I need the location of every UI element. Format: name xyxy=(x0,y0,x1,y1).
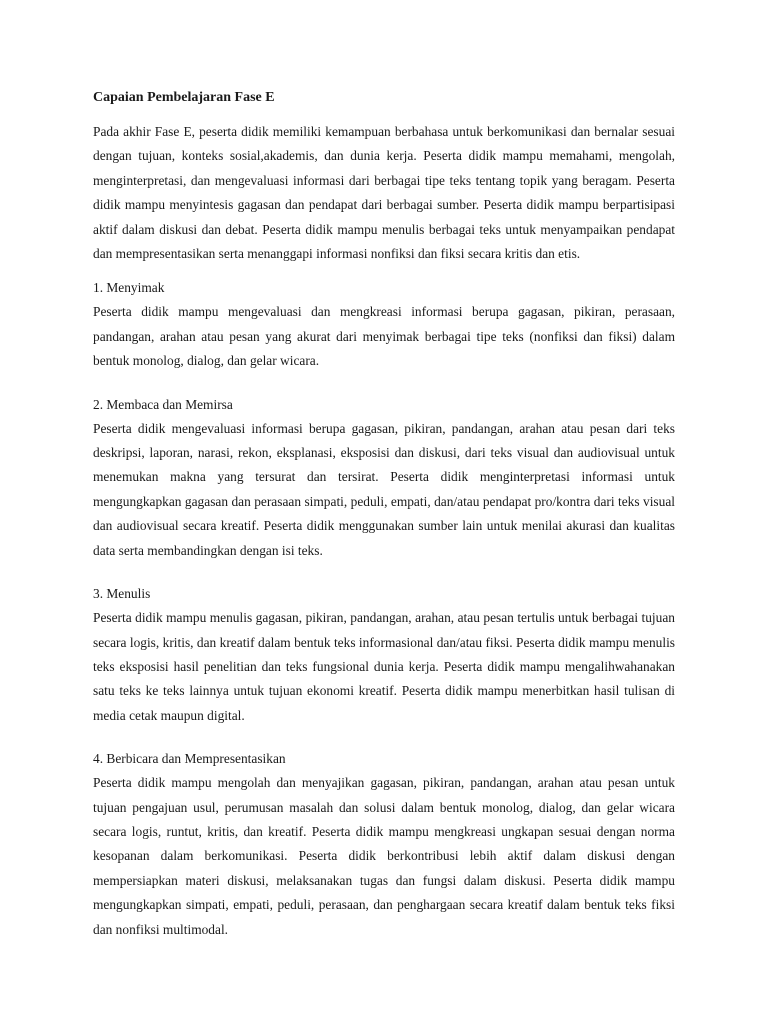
section-heading: 3. Menulis xyxy=(93,586,151,602)
section-membaca-dan-memirsa xyxy=(93,395,675,563)
section-berbicara-dan-mempresentasikan xyxy=(93,749,675,942)
intro-paragraph: Pada akhir Fase E, peserta didik memiliki kemampuan berbahasa untuk berkomunikasi dan bernalar sesuai dengan tujuan, konteks sosial,akademis, dan dunia kerja. Peserta didik mampu memahami, mengolah, menginterpretasi, dan mengevaluasi informasi dari berbagai tipe teks tentang topik yang beragam. Peserta didik mampu menyintesis gagasan dan pendapat dari berbagai sumber. Peserta didik mampu berpartisipasi aktif dalam diskusi dan debat. Peserta didik mampu menulis berbagai teks untuk menyampaikan pendapat dan mempresentasikan serta menanggapi informasi nonfiksi dan fiksi secara kritis dan etis. xyxy=(93,124,675,262)
section-heading: 1. Menyimak xyxy=(93,280,165,296)
section-paragraph: Peserta didik mengevaluasi informasi berupa gagasan, pikiran, pandangan, arahan atau pesan dari teks deskripsi, laporan, narasi, rekon, eksplanasi, eksposisi dan diskusi, dari teks visual dan audiovisual untuk menemukan makna yang tersurat dan tersirat. Peserta didik menginterpretasi informasi untuk mengungkapkan gagasan dan perasaan simpati, peduli, empati, dan/atau pendapat pro/kontra dari teks visual dan audiovisual secara kreatif. Peserta didik menggunakan sumber lain untuk menilai akurasi dan kualitas data serta membandingkan dengan isi teks. xyxy=(93,420,675,558)
section-paragraph: Peserta didik mampu mengevaluasi dan mengkreasi informasi berupa gagasan, pikiran, perasaan, pandangan, arahan atau pesan yang akurat dari menyimak berbagai tipe teks (nonfiksi dan fiksi) dalam bentuk monolog, dialog, dan gelar wicara. xyxy=(93,304,675,369)
section-paragraph: Peserta didik mampu mengolah dan menyajikan gagasan, pikiran, pandangan, arahan atau pesan untuk tujuan pengajuan usul, perumusan masalah dan solusi dalam bentuk monolog, dialog, dan gelar wicara secara logis, runtut, kritis, dan kreatif. Peserta didik mampu mengkreasi ungkapan sesuai dengan norma kesopanan dalam berkomunikasi. Peserta didik berkontribusi lebih aktif dalam diskusi dengan mempersiapkan materi diskusi, melaksanakan tugas dan fungsi dalam diskusi. Peserta didik mampu mengungkapkan simpati, empati, peduli, perasaan, dan penghargaan secara kreatif dalam bentuk teks fiksi dan nonfiksi multimodal. xyxy=(93,775,675,937)
section-paragraph: Peserta didik mampu menulis gagasan, pikiran, pandangan, arahan, atau pesan tertulis untuk berbagai tujuan secara logis, kritis, dan kreatif dalam bentuk teks informasional dan/atau fiksi. Peserta didik mampu menulis teks eksposisi hasil penelitian dan teks fungsional dunia kerja. Peserta didik mampu mengalihwahanakan satu teks ke teks lainnya untuk tujuan ekonomi kreatif. Peserta didik mampu menerbitkan hasil tulisan di media cetak maupun digital. xyxy=(93,610,675,723)
section-heading: 2. Membaca dan Memirsa xyxy=(93,396,233,412)
section-menyimak xyxy=(93,278,675,373)
section-menulis xyxy=(93,584,675,728)
section-heading: 4. Berbicara dan Mempresentasikan xyxy=(93,751,286,767)
document-title: Capaian Pembelajaran Fase E xyxy=(93,90,275,105)
